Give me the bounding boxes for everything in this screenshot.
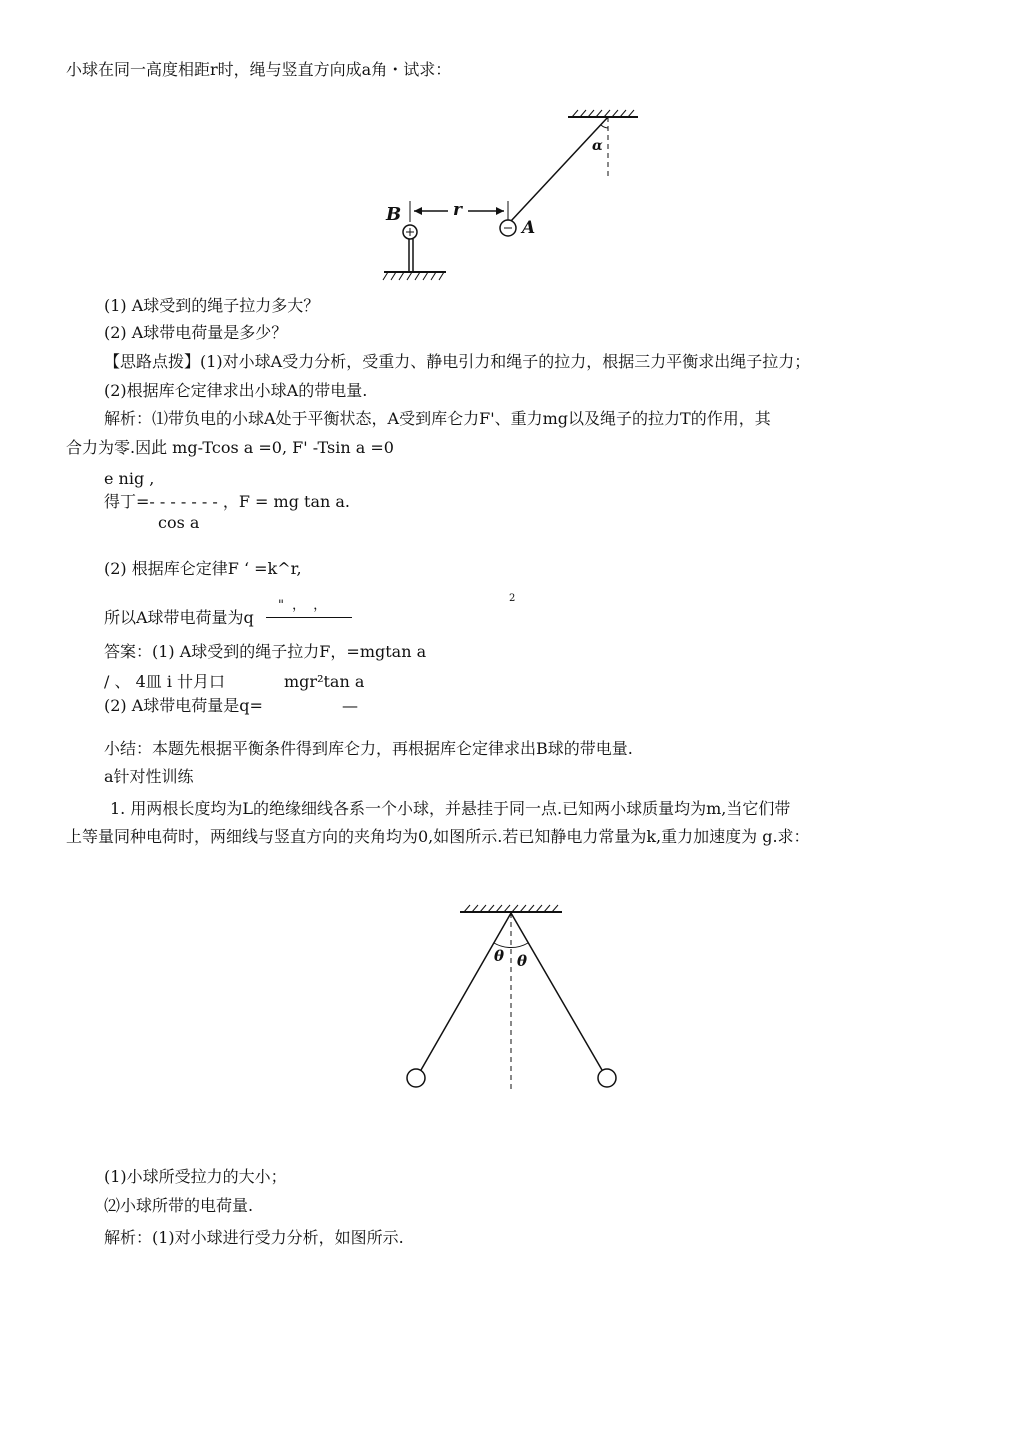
- superscript-2: 2: [509, 593, 516, 604]
- charge-fraction-marks: " ， ，: [278, 598, 329, 613]
- intro-text: 小球在同一高度相距r时，绳与竖直方向成a角・试求：: [66, 60, 452, 79]
- problem-1-question-1: (1)小球所受拉力的大小；: [104, 1167, 287, 1186]
- fig2-theta-right: θ: [517, 952, 528, 970]
- question-2: (2) A球带电荷量是多少？: [104, 323, 288, 342]
- answer-line-1: 答案：(1) A球受到的绳子拉力F，=mgtan a: [104, 642, 427, 661]
- fraction-line: 得丁=- - - - - - - ，F = mg tan a.: [104, 492, 351, 511]
- answer-garbled-line: / 、 4皿 i 卄月口: [104, 672, 226, 691]
- problem-1-line-1: 1. 用两根长度均为L的绝缘细线各系一个小球，并悬挂于同一点.已知两小球质量均为m,当它们带: [110, 799, 791, 818]
- solution-line-1: 解析：⑴带负电的小球A处于平衡状态，A受到库仑力F'、重力mg以及绳子的拉力T的作用，其: [104, 409, 771, 428]
- answer-numerator: mgr²tan a: [284, 672, 365, 691]
- hint-line-1: 【思路点拨】(1)对小球A受力分析，受重力、静电引力和绳子的拉力，根据三力平衡求出绳子拉力；: [104, 352, 811, 371]
- problem-1-question-2: ⑵小球所带的电荷量.: [104, 1196, 254, 1215]
- coulomb-law-line: (2) 根据库仑定律F ‘ =k^r,: [104, 559, 302, 578]
- problem-1-solution: 解析：(1)对小球进行受力分析，如图所示.: [104, 1228, 404, 1247]
- problem-1-line-2: 上等量同种电荷时，两细线与竖直方向的夹角均为0,如图所示.若已知静电力常量为k,重力加速度为 g.求：: [66, 827, 810, 846]
- fig1-label-b: B: [386, 204, 402, 225]
- summary-line: 小结：本题先根据平衡条件得到库仑力，再根据库仑定律求出B球的带电量.: [104, 739, 633, 758]
- fraction-denominator: cos a: [158, 513, 200, 532]
- fig1-label-alpha: α: [592, 138, 603, 154]
- fraction-numerator: e nig ,: [104, 469, 155, 488]
- solution-line-2: 合力为零.因此 mg-Tcos a =0, F' -Tsin a =0: [66, 438, 394, 457]
- question-1: (1) A球受到的绳子拉力多大？: [104, 296, 320, 315]
- fig1-label-a: A: [522, 218, 536, 238]
- training-heading: a针对性训练: [104, 767, 194, 786]
- hint-line-2: (2)根据库仑定律求出小球A的带电量.: [104, 381, 368, 400]
- answer-line-2: (2) A球带电荷量是q=: [104, 696, 263, 715]
- charge-line: 所以A球带电荷量为q: [104, 608, 254, 627]
- answer-dash: —: [342, 696, 358, 715]
- fig2-theta-left: θ: [494, 947, 505, 965]
- fig1-label-r: r: [453, 200, 462, 220]
